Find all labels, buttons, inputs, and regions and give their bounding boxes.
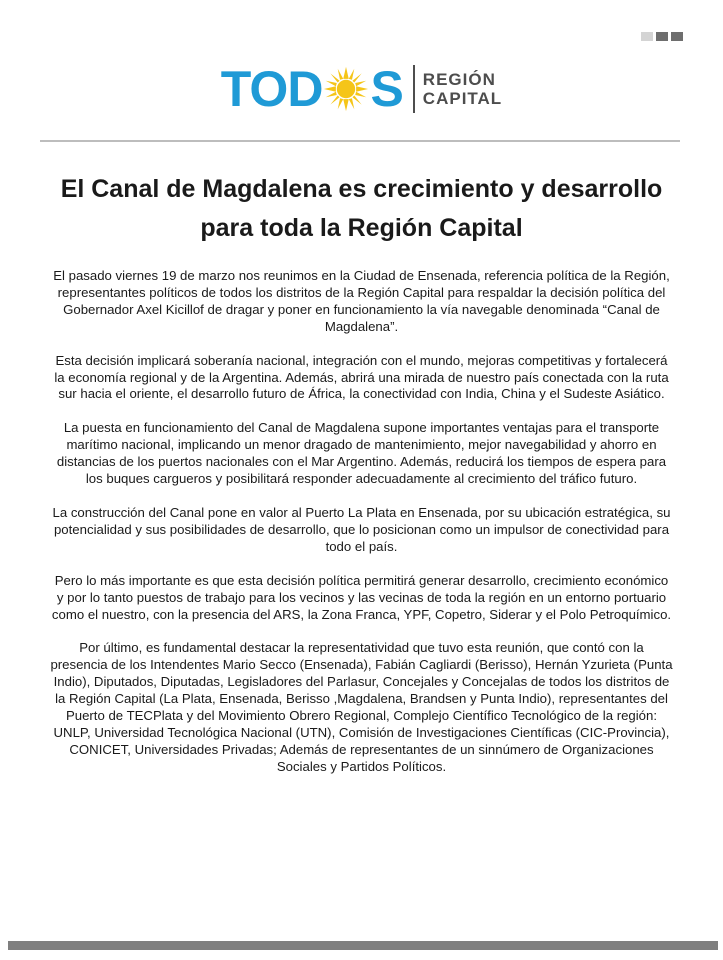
logo-region-line2: CAPITAL <box>422 89 503 108</box>
page-title: El Canal de Magdalena es crecimiento y desarrollo para toda la Región Capital <box>60 175 663 242</box>
todos-region-capital-logo <box>0 61 723 117</box>
header-divider <box>40 140 680 142</box>
article-body <box>50 268 673 793</box>
logo-divider <box>413 65 415 113</box>
logo-wordmark <box>220 61 403 117</box>
paragraph: La puesta en funcionamiento del Canal de Magdalena supone importantes ventajas para el transporte marítimo nacional, implicando un menor dragado de mantenimiento, mejor navegabilidad y ahorro en distancias de los puertos nacionales con el Mar Argentino. Además, reducirá los tiempos de espera para los buques cargueros y posibilitará responder adecuadamente al crecimiento del tráfico futuro. <box>56 420 667 487</box>
logo-word-left: TOD <box>220 61 323 117</box>
logo-region-line1: REGIÓN <box>422 70 496 89</box>
logo-word-right: S <box>370 61 403 117</box>
paragraph: El pasado viernes 19 de marzo nos reunimos en la Ciudad de Ensenada, referencia política de la Región, representantes políticos de todos los distritos de la Región Capital para respaldar la decisión política del Gobernador Axel Kicillof de dragar y poner en funcionamiento la vía navegable denominada “Canal de Magdalena”. <box>53 268 670 334</box>
indicator-square <box>671 32 683 41</box>
indicator-square <box>656 32 668 41</box>
paragraph: La construcción del Canal pone en valor al Puerto La Plata en Ensenada, por su ubicación estratégica, su potencialidad y sus posibilidades de desarrollo, que lo posicionan como un impulsor de conectividad para todo el país. <box>52 504 671 554</box>
sun-icon <box>323 66 369 112</box>
page-indicator-squares <box>641 32 683 41</box>
indicator-square <box>641 32 653 41</box>
footer-bar <box>8 941 718 950</box>
logo-region-text <box>423 70 502 108</box>
paragraph: Por último, es fundamental destacar la representatividad que tuvo esta reunión, que contó con la presencia de los Intendentes Mario Secco (Ensenada), Fabián Cagliardi (Berisso), Hernán Yzurieta (Punta Indio), Diputados, Diputadas, Legisladores del Parlasur, Concejales y Concejalas de todos los distritos de la Región Capital (La Plata, Ensenada, Berisso ,Magdalena, Brandsen y Punta Indio), representantes del Puerto de TECPlata y del Movimiento Obrero Regional, Complejo Científico Tecnológico de la región: UNLP, Universidad Tecnológica Nacional (UTN), Comisión de Investigaciones Científicas (CIC-Provincia), CONICET, Universidades Privadas; Además de representantes de un sinnúmero de Organizaciones Sociales y Partidos Políticos. <box>50 640 673 774</box>
paragraph: Pero lo más importante es que esta decisión política permitirá generar desarrollo, crecimiento económico y por lo tanto puestos de trabajo para los vecinos y las vecinas de toda la región en un entorno portuario como el nuestro, con la presencia del ARS, la Zona Franca, YPF, Copetro, Siderar y el Polo Petroquímico. <box>51 572 672 622</box>
paragraph: Esta decisión implicará soberanía nacional, integración con el mundo, mejoras competitivas y fortalecerá la economía regional y de la Argentina. Además, abrirá una mirada de nuestro país conectada con la ruta sur hacia el oriente, el desarrollo futuro de África, la conectividad con India, China y el Sudeste Asiático. <box>54 352 669 402</box>
